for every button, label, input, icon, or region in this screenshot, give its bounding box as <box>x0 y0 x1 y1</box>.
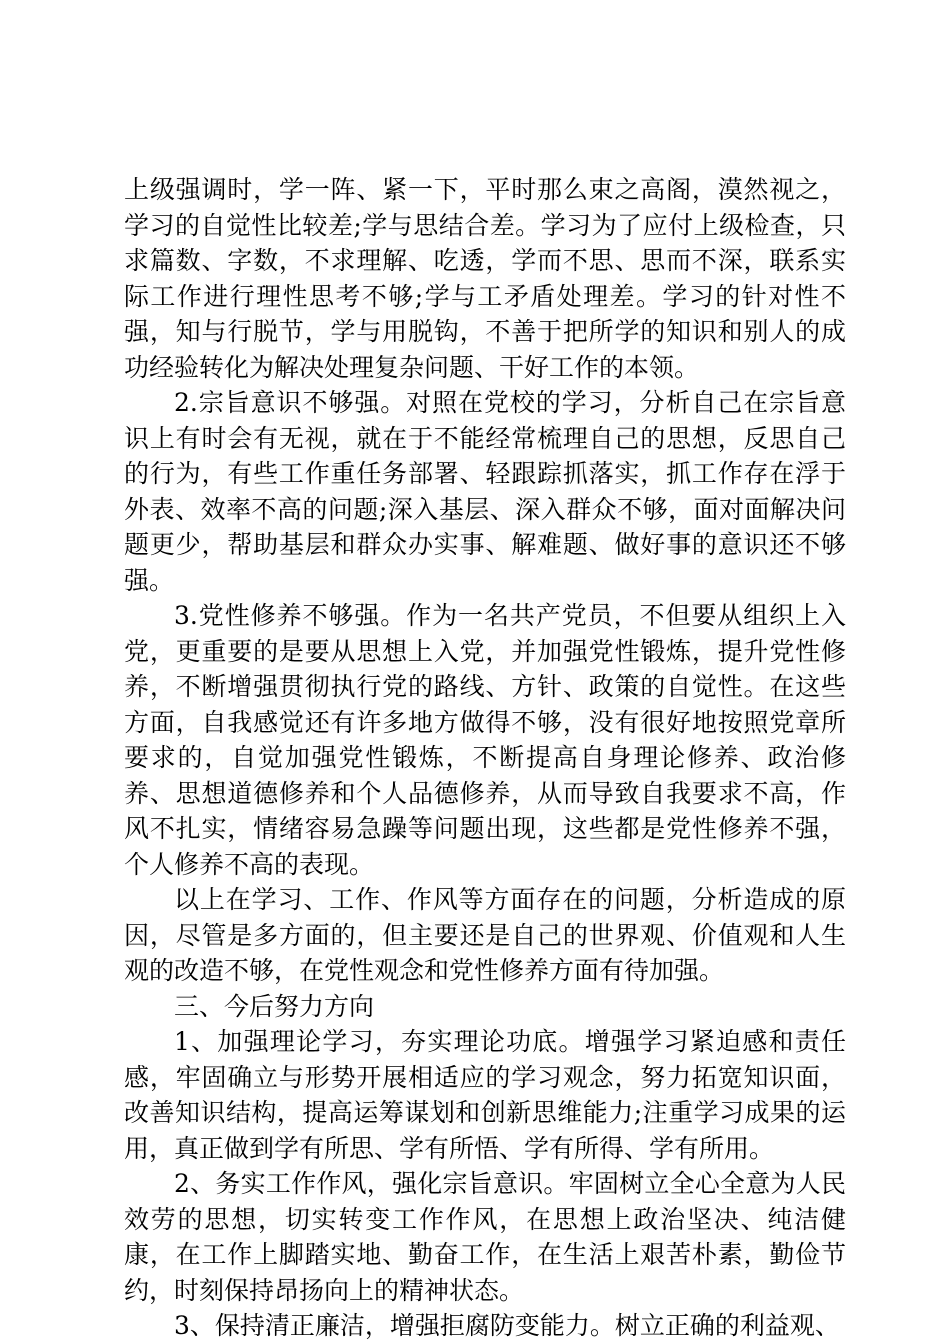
paragraph-cause-analysis: 以上在学习、工作、作风等方面存在的问题，分析造成的原因，尽管是多方面的，但主要还是自己的世界观、价值观和人生观的改造不够，在党性观念和党性修养方面有待加强。 <box>124 885 846 985</box>
paragraph-purpose-awareness: 2.宗旨意识不够强。对照在党校的学习，分析自己在宗旨意识上有时会有无视，就在于不能经常梳理自己的思想，反思自己的行为，有些工作重任务部署、轻跟踪抓落实，抓工作存在浮于外表、效率不高的问题;深入基层、深入群众不够，面对面解决问题更少，帮助基层和群众办实事、解难题、做好事的意识还不够强。 <box>124 388 846 595</box>
paragraph-integrity: 3、保持清正廉洁，增强拒腐防变能力。树立正确的利益观、 <box>174 1311 840 1340</box>
paragraph-party-cultivation: 3.党性修养不够强。作为一名共产党员，不但要从组织上入党，更重要的是要从思想上入党，并加强党性锻炼，提升党性修养，不断增强贯彻执行党的路线、方针、政策的自觉性。在这些方面，自我感觉还有许多地方做得不够，没有很好地按照党章所要求的，自觉加强党性锻炼，不断提高自身理论修养、政治修养、思想道德修养和个人品德修养，从而导致自我要求不高，作风不扎实，情绪容易急躁等问题出现，这些都是党性修养不强，个人修养不高的表现。 <box>124 601 846 879</box>
paragraph-theory-study: 1、加强理论学习，夯实理论功底。增强学习紧迫感和责任感，牢固确立与形势开展相适应的学习观念，努力拓宽知识面，改善知识结构，提高运筹谋划和创新思维能力;注重学习成果的运用，真正做到学有所思、学有所悟、学有所得、学有所用。 <box>124 1027 846 1163</box>
paragraph-learning-issues: 上级强调时，学一阵、紧一下，平时那么束之高阁，漠然视之，学习的自觉性比较差;学与思结合差。学习为了应付上级检查，只求篇数、字数，不求理解、吃透，学而不思、思而不深，联系实际工作进行理性思考不够;学与工矛盾处理差。学习的针对性不强，知与行脱节，学与用脱钩，不善于把所学的知识和别人的成功经验转化为解决处理复杂问题、干好工作的本领。 <box>124 175 846 382</box>
document-body <box>124 172 846 1344</box>
paragraph-work-style: 2、务实工作作风，强化宗旨意识。牢固树立全心全意为人民效劳的思想，切实转变工作作风，在思想上政治坚决、纯洁健康，在工作上脚踏实地、勤奋工作，在生活上艰苦朴素，勤俭节约，时刻保持昂扬向上的精神状态。 <box>124 1169 846 1305</box>
section-heading-future-direction: 三、今后努力方向 <box>174 991 375 1021</box>
